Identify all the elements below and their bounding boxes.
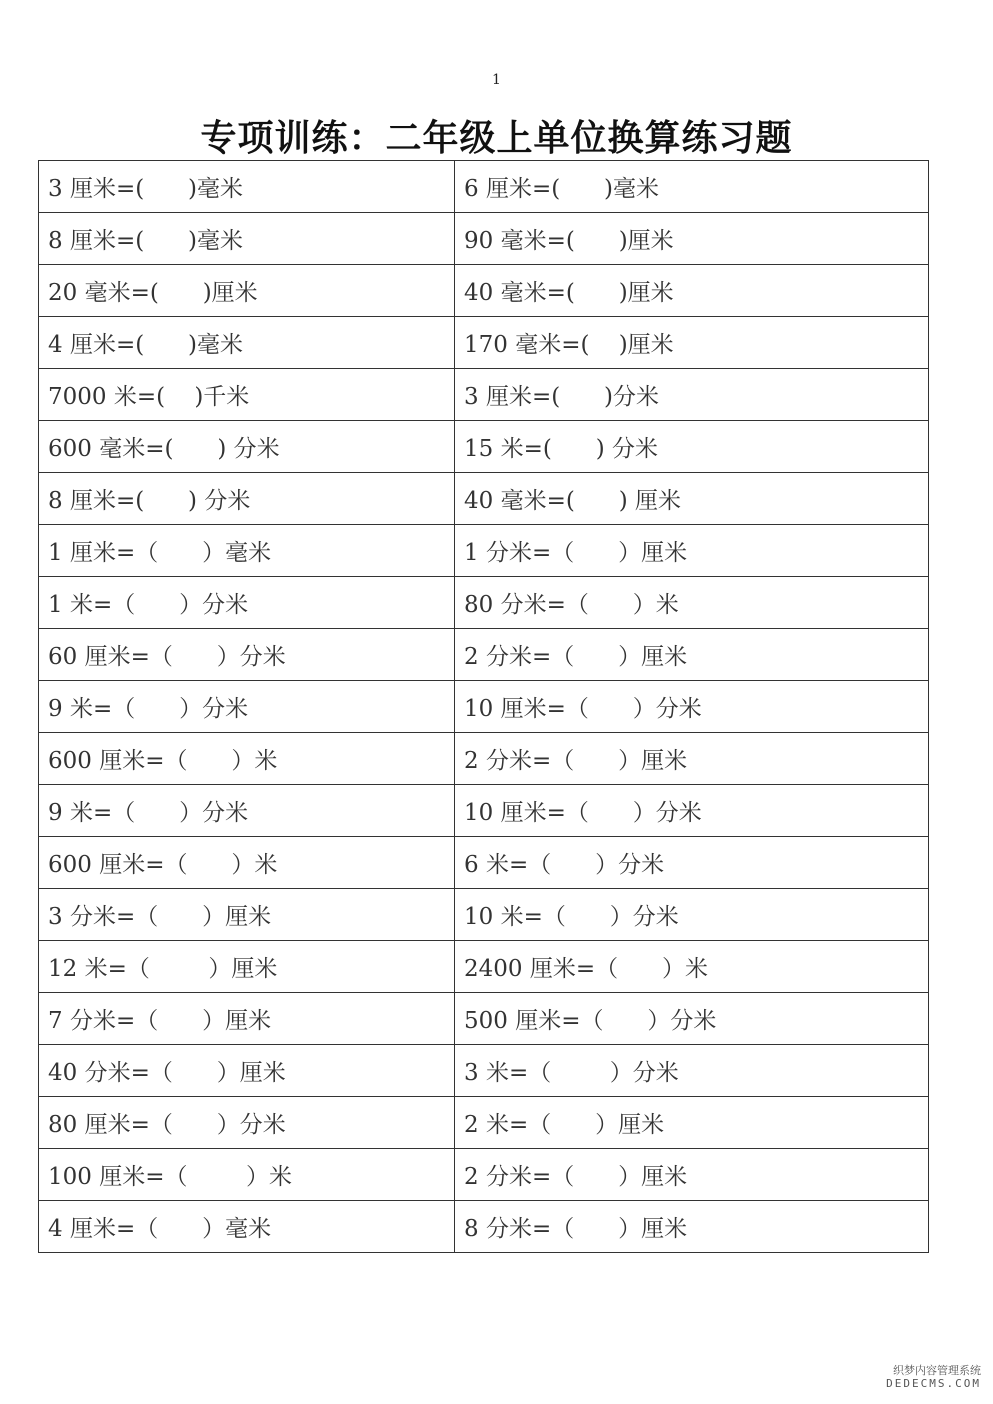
exercise-cell-right: 500 厘米=（ ）分米 (455, 993, 929, 1045)
exercise-cell-right: 6 米=（ ）分米 (455, 837, 929, 889)
exercise-cell-left: 600 毫米=( ) 分米 (39, 421, 455, 473)
table-row (39, 265, 929, 317)
exercise-cell-right: 2400 厘米=（ ）米 (455, 941, 929, 993)
exercise-cell-right: 40 毫米=( ) 厘米 (455, 473, 929, 525)
exercise-cell-left: 8 厘米=( )毫米 (39, 213, 455, 265)
exercise-cell-left: 100 厘米=（ ）米 (39, 1149, 455, 1201)
table-row (39, 1201, 929, 1253)
exercise-cell-right: 15 米=( ) 分米 (455, 421, 929, 473)
table-row (39, 837, 929, 889)
exercise-cell-right: 2 分米=（ ）厘米 (455, 733, 929, 785)
watermark (886, 1364, 981, 1390)
exercise-cell-left: 9 米=（ ）分米 (39, 785, 455, 837)
exercise-cell-right: 3 厘米=( )分米 (455, 369, 929, 421)
exercise-cell-left: 4 厘米=( )毫米 (39, 317, 455, 369)
exercise-cell-left: 60 厘米=（ ）分米 (39, 629, 455, 681)
exercise-cell-left: 600 厘米=（ ）米 (39, 837, 455, 889)
exercise-cell-left: 3 厘米=( )毫米 (39, 161, 455, 213)
table-row (39, 993, 929, 1045)
exercise-cell-right: 40 毫米=( )厘米 (455, 265, 929, 317)
exercise-cell-right: 3 米=（ ）分米 (455, 1045, 929, 1097)
exercise-cell-left: 1 米=（ ）分米 (39, 577, 455, 629)
table-row (39, 1097, 929, 1149)
table-row (39, 1149, 929, 1201)
exercise-cell-left: 7000 米=( )千米 (39, 369, 455, 421)
exercise-cell-right: 80 分米=（ ）米 (455, 577, 929, 629)
exercise-cell-left: 3 分米=（ ）厘米 (39, 889, 455, 941)
table-row (39, 369, 929, 421)
exercise-cell-left: 12 米=（ ）厘米 (39, 941, 455, 993)
page-number: 1 (492, 72, 501, 88)
table-row (39, 785, 929, 837)
table-row (39, 733, 929, 785)
watermark-line-2: DEDECMS.COM (886, 1377, 981, 1390)
exercise-cell-right: 8 分米=（ ）厘米 (455, 1201, 929, 1253)
exercise-cell-left: 4 厘米=（ ）毫米 (39, 1201, 455, 1253)
table-row (39, 161, 929, 213)
table-row (39, 577, 929, 629)
exercise-cell-right: 2 米=（ ）厘米 (455, 1097, 929, 1149)
exercise-cell-right: 2 分米=（ ）厘米 (455, 629, 929, 681)
table-row (39, 681, 929, 733)
watermark-line-1: 织梦内容管理系统 (893, 1364, 981, 1377)
exercise-cell-left: 600 厘米=（ ）米 (39, 733, 455, 785)
exercise-table-body (39, 161, 929, 1253)
page-title: 专项训练：二年级上单位换算练习题 (200, 117, 793, 159)
exercise-table (38, 160, 929, 1253)
exercise-cell-right: 2 分米=（ ）厘米 (455, 1149, 929, 1201)
table-row (39, 629, 929, 681)
table-row (39, 889, 929, 941)
exercise-cell-left: 7 分米=（ ）厘米 (39, 993, 455, 1045)
exercise-cell-left: 1 厘米=（ ）毫米 (39, 525, 455, 577)
table-row (39, 421, 929, 473)
table-row (39, 941, 929, 993)
exercise-cell-left: 9 米=（ ）分米 (39, 681, 455, 733)
exercise-cell-left: 8 厘米=( ) 分米 (39, 473, 455, 525)
exercise-cell-right: 90 毫米=( )厘米 (455, 213, 929, 265)
exercise-cell-left: 20 毫米=( )厘米 (39, 265, 455, 317)
exercise-cell-right: 10 厘米=（ ）分米 (455, 681, 929, 733)
table-row (39, 525, 929, 577)
exercise-cell-right: 6 厘米=( )毫米 (455, 161, 929, 213)
exercise-cell-right: 10 厘米=（ ）分米 (455, 785, 929, 837)
table-row (39, 317, 929, 369)
exercise-cell-right: 170 毫米=( )厘米 (455, 317, 929, 369)
exercise-cell-right: 1 分米=（ ）厘米 (455, 525, 929, 577)
table-row (39, 473, 929, 525)
exercise-cell-right: 10 米=（ ）分米 (455, 889, 929, 941)
table-row (39, 213, 929, 265)
exercise-cell-left: 40 分米=（ ）厘米 (39, 1045, 455, 1097)
table-row (39, 1045, 929, 1097)
exercise-cell-left: 80 厘米=（ ）分米 (39, 1097, 455, 1149)
